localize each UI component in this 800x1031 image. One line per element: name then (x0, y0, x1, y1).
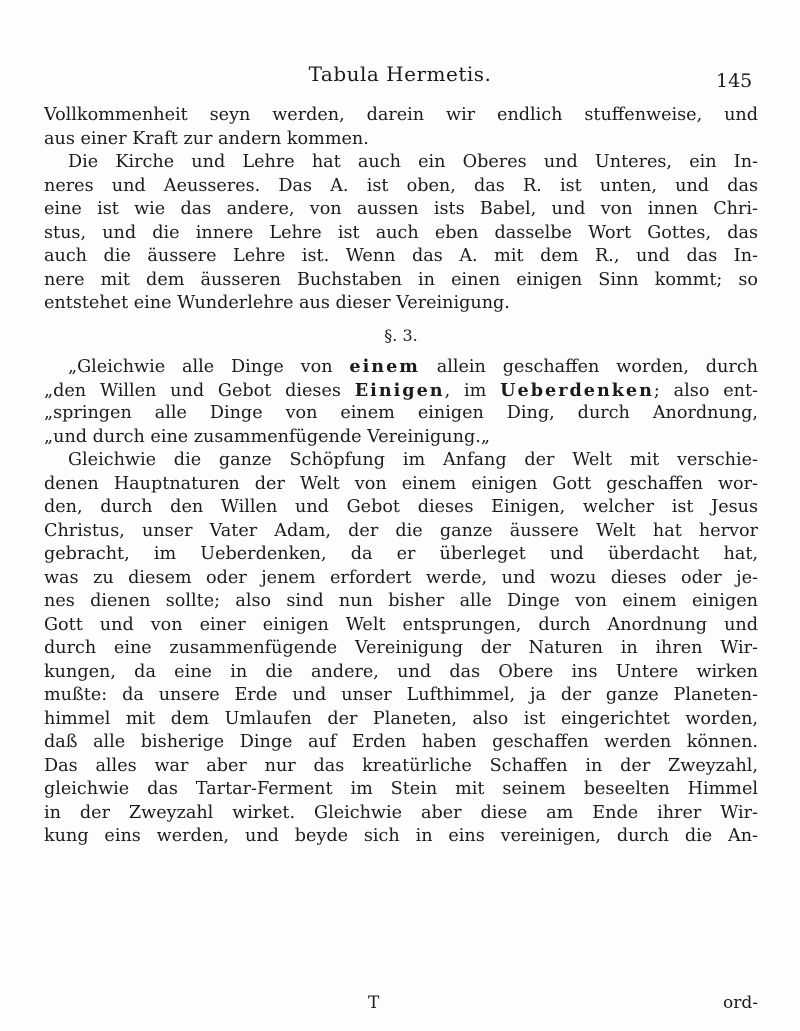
text-line: neres und Aeusseres. Das A. ist oben, das R. ist unten, und das (44, 175, 758, 196)
text-line: was zu diesem oder jenem erfordert werde, und wozu dieses oder je- (44, 567, 758, 588)
text-line: in der Zweyzahl wirket. Gleichwie aber diese am Ende ihrer Wir- (44, 802, 758, 823)
emphasis: Ueberdenken (500, 379, 654, 401)
text-line: eine ist wie das andere, von aussen ists Babel, und von innen Chri- (44, 199, 758, 219)
text-line: denen Hauptnaturen der Welt von einem einigen Gott geschaffen wor- (44, 473, 758, 494)
running-head: Tabula Hermetis. (308, 62, 492, 86)
quote-text: „den Willen und Gebot dieses (44, 380, 355, 401)
signature-mark: T (368, 993, 380, 1013)
text-line: durch eine zusammenfügende Vereinigung der Naturen in ihren Wir- (44, 638, 758, 658)
text-line: nere mit dem äusseren Buchstaben in einen einigen Sinn kommt; so (44, 269, 758, 290)
text-line: mußte: da unsere Erde und unser Lufthimmel, ja der ganze Planeten- (44, 685, 758, 705)
page-number: 145 (716, 70, 753, 92)
text-line: Das alles war aber nur das kreatürliche Schaffen in der Zweyzahl, (44, 755, 758, 776)
text-line: Gott und von einer einigen Welt entsprungen, durch Anordnung und (44, 614, 758, 635)
text-line: nes dienen sollte; also sind nun bisher alle Dinge von einem einigen (44, 591, 758, 611)
text-line: aus einer Kraft zur andern kommen. (44, 128, 369, 149)
emphasis: Einigen (354, 379, 445, 401)
quote-line: „und durch eine zusammenfügende Vereinigung.„ (44, 426, 490, 447)
text-line: auch die äussere Lehre ist. Wenn das A. mit dem R., und das In- (44, 246, 758, 266)
quote-text: allein geschaffen worden, durch (419, 357, 758, 377)
text-line: kung eins werden, und beyde sich in eins vereinigen, durch die An- (44, 826, 758, 846)
text-line: kungen, da eine in die andere, und das Obere ins Untere wirken (44, 661, 758, 682)
text-line: daß alle bisherige Dinge auf Erden haben geschaffen werden können. (44, 732, 758, 752)
text-line: den, durch den Willen und Gebot dieses Einigen, welcher ist Jesus (44, 497, 758, 517)
quote-text: , im (444, 380, 501, 401)
quote-text: ; also ent- (653, 380, 758, 401)
text-line: Christus, unser Vater Adam, der die ganze äussere Welt hat hervor (44, 520, 758, 541)
text-line: himmel mit dem Umlaufen der Planeten, also ist eingerichtet worden, (44, 708, 758, 729)
text-line: stus, und die innere Lehre ist auch eben dasselbe Wort Gottes, das (44, 222, 758, 243)
quote-text: „Gleichwie alle Dinge von (68, 357, 350, 377)
quote-line (44, 379, 758, 403)
section-heading: §. 3. (384, 325, 418, 345)
page-footer (44, 993, 758, 1017)
catchword: ord- (723, 993, 758, 1013)
text-line: gebracht, im Ueberdenken, da er überleget und überdacht hat, (44, 544, 758, 564)
text-line: Die Kirche und Lehre hat auch ein Oberes und Unteres, ein In- (68, 152, 758, 172)
text-line: entstehet eine Wunderlehre aus dieser Vereinigung. (44, 293, 510, 313)
text-line: Gleichwie die ganze Schöpfung im Anfang der Welt mit verschie- (68, 450, 758, 470)
emphasis: einem (349, 356, 420, 377)
quote-line: „springen alle Dinge von einem einigen Ding, durch Anordnung, (44, 403, 758, 423)
body-text (44, 104, 758, 849)
text-line: gleichwie das Tartar-Ferment im Stein mit seinem beseelten Himmel (44, 779, 758, 799)
quote-line (44, 355, 758, 379)
text-line: Vollkommenheit seyn werden, darein wir endlich stuffenweise, und (44, 105, 758, 125)
